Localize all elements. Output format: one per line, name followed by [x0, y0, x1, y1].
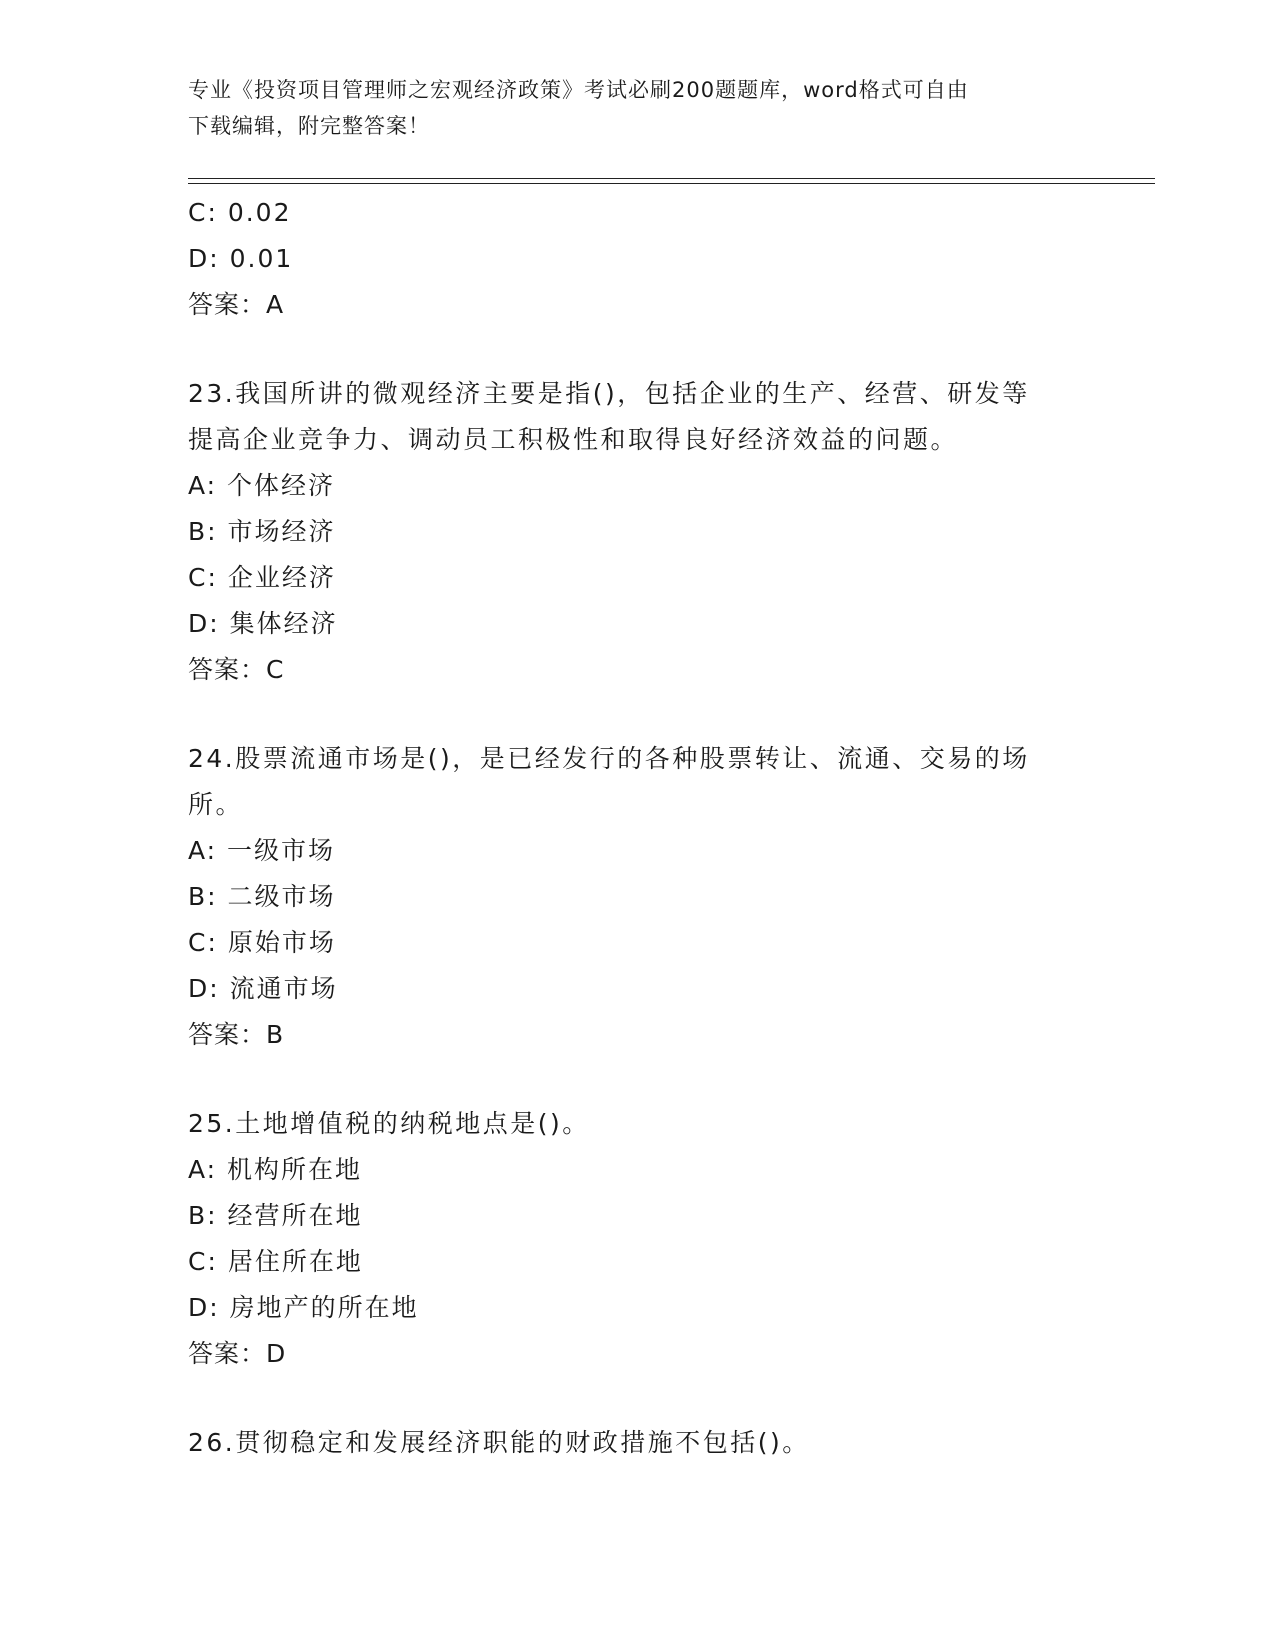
answer-label: 答案：A: [188, 290, 285, 319]
option-c: C: 原始市场: [188, 928, 336, 957]
question-26: [188, 1420, 1088, 1466]
option-c: C: 企业经济: [188, 563, 336, 592]
spacer: [188, 1058, 1088, 1101]
option-d: D: 集体经济: [188, 609, 338, 638]
option-b: B: 市场经济: [188, 517, 336, 546]
header-divider-bottom: [188, 183, 1155, 184]
header-divider-top: [188, 178, 1155, 179]
question-24: [188, 736, 1088, 1058]
option-b: B: 二级市场: [188, 882, 336, 911]
answer-label: 答案：D: [188, 1339, 287, 1368]
header-title-line-2: 下载编辑，附完整答案！: [188, 114, 430, 138]
option-d: D: 0.01: [188, 244, 294, 273]
question-22-tail: [188, 190, 1088, 328]
question-stem-line: 25.土地增值税的纳税地点是()。: [188, 1109, 590, 1138]
option-d: D: 房地产的所在地: [188, 1293, 419, 1322]
question-stem-line: 提高企业竞争力、调动员工积极性和取得良好经济效益的问题。: [188, 425, 959, 454]
option-c: C: 居住所在地: [188, 1247, 363, 1276]
document-header: [188, 72, 1068, 144]
question-stem-line: 26.贯彻稳定和发展经济职能的财政措施不包括()。: [188, 1428, 810, 1457]
option-b: B: 经营所在地: [188, 1201, 363, 1230]
question-25: [188, 1101, 1088, 1377]
question-stem-line: 24.股票流通市场是()，是已经发行的各种股票转让、流通、交易的场: [188, 744, 1030, 773]
answer-label: 答案：B: [188, 1020, 285, 1049]
question-stem-line: 所。: [188, 790, 244, 819]
spacer: [188, 693, 1088, 736]
option-a: A: 个体经济: [188, 471, 336, 500]
option-d: D: 流通市场: [188, 974, 338, 1003]
question-stem-line: 23.我国所讲的微观经济主要是指()，包括企业的生产、经营、研发等: [188, 379, 1030, 408]
option-a: A: 一级市场: [188, 836, 336, 865]
question-list: [188, 190, 1088, 1466]
answer-label: 答案：C: [188, 655, 285, 684]
option-c: C: 0.02: [188, 198, 292, 227]
header-title-line-1: 专业《投资项目管理师之宏观经济政策》考试必刷200题题库，word格式可自由: [188, 78, 969, 102]
spacer: [188, 328, 1088, 371]
option-a: A: 机构所在地: [188, 1155, 363, 1184]
question-23: [188, 371, 1088, 693]
spacer: [188, 1377, 1088, 1420]
